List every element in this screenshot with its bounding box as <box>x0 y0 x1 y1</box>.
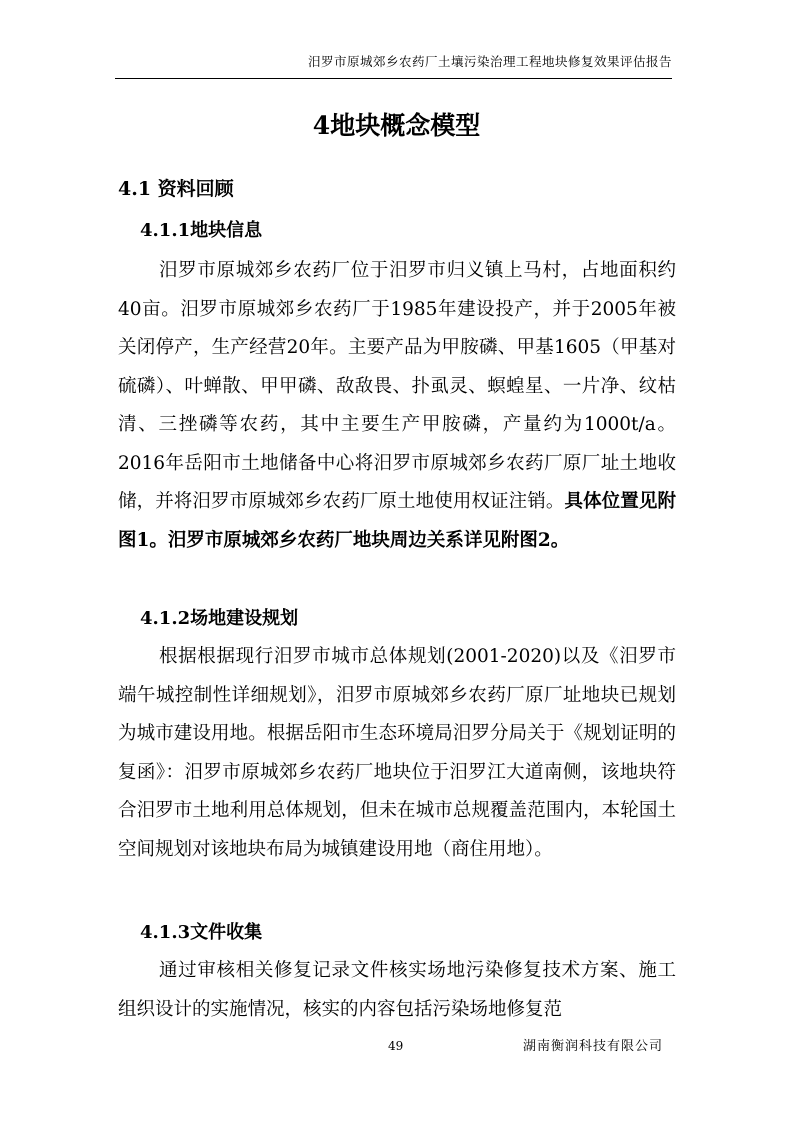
section-heading-4-1: 4.1 资料回顾 <box>118 178 234 200</box>
subsection-heading-4-1-3: 4.1.3文件收集 <box>140 922 263 943</box>
site-info-text: 汨罗市原城郊乡农药厂位于汨罗市归义镇上马村，占地面积约40亩。汨罗市原城郊乡农药厂于1985年建设投产，并于2005年被关闭停产，生产经营20年。主要产品为甲胺磷、甲基1605（甲基对硫磷）、叶蝉散、甲甲磷、敌敌畏、扑虱灵、螟蝗星、一片净、纹枯清、三挫磷等农药，其中主要生产甲胺磷，产量约为1000t/a。2016年岳阳市土地储备中心将汨罗市原城郊乡农药厂原厂址土地收储，并将汨罗市原城郊乡农药厂原土地使用权证注销。 <box>118 260 676 512</box>
page-number: 49 <box>388 1039 404 1053</box>
site-info-bold-text: 具体位置见附图1。汨罗市原城郊乡农药厂地块周边关系详见附图2。 <box>118 491 676 551</box>
subsection-heading-4-1-1: 4.1.1地块信息 <box>140 220 263 241</box>
header-divider <box>115 78 672 79</box>
paragraph-site-planning: 根据根据现行汨罗市城市总体规划(2001-2020)以及《汨罗市端午城控制性详细规划》，汨罗市原城郊乡农药厂原厂址地块已规划为城市建设用地。根据岳阳市生态环境局汨罗分局关于《规划证明的复函》：汨罗市原城郊乡农药厂地块位于汨罗江大道南侧，该地块符合汨罗市土地利用总体规划，但未在城市总规覆盖范围内，本轮国土空间规划对该地块布局为城镇建设用地（商住用地）。 <box>118 646 676 860</box>
paragraph-site-info <box>118 252 676 560</box>
footer-company: 湖南衡润科技有限公司 <box>522 1039 663 1054</box>
paragraph-document-collection: 通过审核相关修复记录文件核实场地污染修复技术方案、施工组织设计的实施情况，核实的内容包括污染场地修复范 <box>118 960 676 1020</box>
chapter-title: 4地块概念模型 <box>312 111 481 140</box>
subsection-heading-4-1-2: 4.1.2场地建设规划 <box>140 608 299 629</box>
running-header: 汨罗市原城郊乡农药厂土壤污染治理工程地块修复效果评估报告 <box>307 54 672 69</box>
